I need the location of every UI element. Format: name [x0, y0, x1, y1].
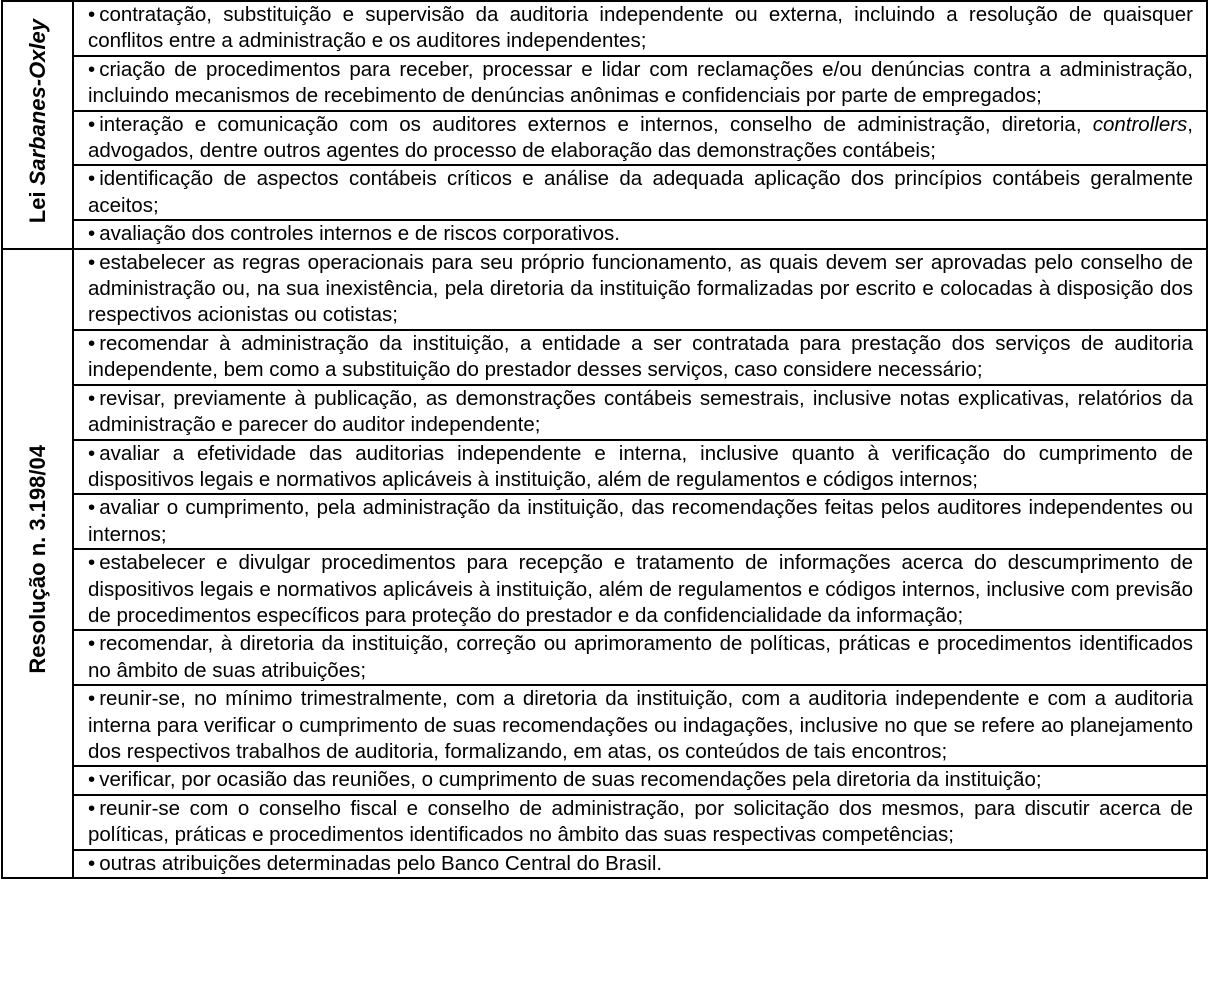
- table-row: [2, 795, 1207, 850]
- list-item: [73, 440, 1207, 495]
- list-item: [73, 630, 1207, 685]
- table-row: [2, 766, 1207, 794]
- bullet-icon: •: [88, 250, 96, 274]
- item-text: avaliação dos controles internos e de riscos corporativos.: [99, 222, 620, 246]
- item-text-cont: , advogados, dentre outros agentes do processo de elaboração das demonstrações contábeis;: [88, 112, 1193, 163]
- bullet-icon: •: [88, 222, 96, 246]
- group-label-cell-sarbanes-oxley: [2, 1, 73, 249]
- item-text: interação e comunicação com os auditores externos e internos, conselho de administração, diretoria,: [99, 112, 1093, 136]
- bullet-icon: •: [88, 331, 96, 355]
- item-text: contratação, substituição e supervisão da auditoria independente ou externa, incluindo a resolução de quaisquer conflitos entre a administração e os auditores independentes;: [88, 3, 1193, 53]
- list-item: [73, 494, 1207, 549]
- bullet-icon: •: [88, 496, 96, 520]
- item-text: verificar, por ocasião das reuniões, o cumprimento de suas recomendações pela diretoria da instituição;: [99, 768, 1042, 792]
- group-label: [25, 19, 51, 223]
- item-text: outras atribuições determinadas pelo Banco Central do Brasil.: [99, 851, 663, 875]
- list-item: [73, 56, 1207, 111]
- table-row: [2, 549, 1207, 630]
- table-row: [2, 56, 1207, 111]
- bullet-icon: •: [88, 112, 96, 136]
- bullet-icon: •: [88, 796, 96, 820]
- table-row: [2, 249, 1207, 330]
- table-row: [2, 630, 1207, 685]
- item-text: recomendar à administração da instituição, a entidade a ser contratada para prestação dos serviços de auditoria independente, bem como a substituição do prestador desses serviços, caso considere necessário;: [88, 331, 1193, 382]
- list-item: [73, 795, 1207, 850]
- item-text: reunir-se, no mínimo trimestralmente, com a diretoria da instituição, com a auditoria independente e com a auditoria interna para verificar o cumprimento de suas recomendações ou indagações, inclusive no que se refere ao planejamento dos respectivos trabalhos de auditoria, formalizando, em atas, os conteúdos de tais encontros;: [88, 687, 1193, 763]
- group-label-cell-resolucao-3198: [2, 249, 73, 878]
- bullet-icon: •: [88, 768, 96, 792]
- list-item: [73, 249, 1207, 330]
- table-row: [2, 494, 1207, 549]
- bullet-icon: •: [88, 632, 96, 656]
- bullet-icon: •: [88, 3, 96, 26]
- list-item: [73, 766, 1207, 794]
- list-item: [73, 385, 1207, 440]
- bullet-icon: •: [88, 851, 96, 875]
- table-row: [2, 685, 1207, 766]
- list-item: [73, 111, 1207, 166]
- item-text: reunir-se com o conselho fiscal e conselho de administração, por solicitação dos mesmos, para discutir acerca de políticas, práticas e procedimentos identificados no âmbito das suas respectivas competências;: [88, 796, 1193, 847]
- item-text: identificação de aspectos contábeis críticos e análise da adequada aplicação dos princípios contábeis geralmente aceitos;: [88, 167, 1193, 217]
- item-text: revisar, previamente à publicação, as demonstrações contábeis semestrais, inclusive notas explicativas, relatórios da administração e parecer do auditor independente;: [88, 386, 1193, 437]
- table-row: [2, 440, 1207, 495]
- table-row: [2, 220, 1207, 248]
- group-label-text: Lei: [24, 185, 50, 224]
- list-item: [73, 330, 1207, 385]
- table-row: [2, 111, 1207, 166]
- list-item: [73, 850, 1207, 878]
- item-text-italic: controllers: [1092, 112, 1188, 136]
- list-item: [73, 220, 1207, 248]
- group-label: [25, 445, 51, 674]
- item-text: avaliar a efetividade das auditorias independente e interna, inclusive quanto à verificação do cumprimento de dispositivos legais e normativos aplicáveis à instituição, além de regulamentos e códigos internos;: [88, 441, 1193, 491]
- bullet-icon: •: [88, 687, 96, 711]
- attributions-table: [1, 0, 1208, 879]
- list-item: [73, 549, 1207, 630]
- bullet-icon: •: [88, 57, 96, 81]
- item-text: recomendar, à diretoria da instituição, correção ou aprimoramento de políticas, práticas e procedimentos identificados no âmbito de suas atribuições;: [88, 632, 1193, 682]
- item-text: criação de procedimentos para receber, processar e lidar com reclamações e/ou denúncias contra a administração, incluindo mecanismos de recebimento de denúncias anônimas e confidenciais por parte de empregados;: [88, 57, 1193, 108]
- bullet-icon: •: [88, 167, 96, 191]
- list-item: [73, 1, 1207, 56]
- bullet-icon: •: [88, 386, 96, 410]
- group-label-italic: Sarbanes-Oxley: [24, 19, 50, 186]
- item-text: estabelecer as regras operacionais para seu próprio funcionamento, as quais devem ser aprovadas pelo conselho de administração ou, na sua inexistência, pela diretoria da instituição formalizadas por escrito e colocadas à disposição dos respectivos acionistas ou cotistas;: [88, 250, 1193, 327]
- item-text: estabelecer e divulgar procedimentos para recepção e tratamento de informações acerca do descumprimento de dispositivos legais e normativos aplicáveis à instituição, além de regulamentos e códigos internos, inclusive com previsão de procedimentos específicos para proteção do prestador e da confidencialidade da informação;: [88, 551, 1193, 627]
- attributions-table-body: [2, 1, 1207, 878]
- bullet-icon: •: [88, 441, 96, 465]
- list-item: [73, 165, 1207, 220]
- table-row: [2, 385, 1207, 440]
- item-text: avaliar o cumprimento, pela administração da instituição, das recomendações feitas pelos auditores independentes ou internos;: [88, 496, 1193, 546]
- table-row: [2, 1, 1207, 56]
- table-row: [2, 330, 1207, 385]
- table-row: [2, 850, 1207, 878]
- table-row: [2, 165, 1207, 220]
- list-item: [73, 685, 1207, 766]
- bullet-icon: •: [88, 551, 96, 575]
- group-label-text: Resolução n. 3.198/04: [24, 445, 50, 674]
